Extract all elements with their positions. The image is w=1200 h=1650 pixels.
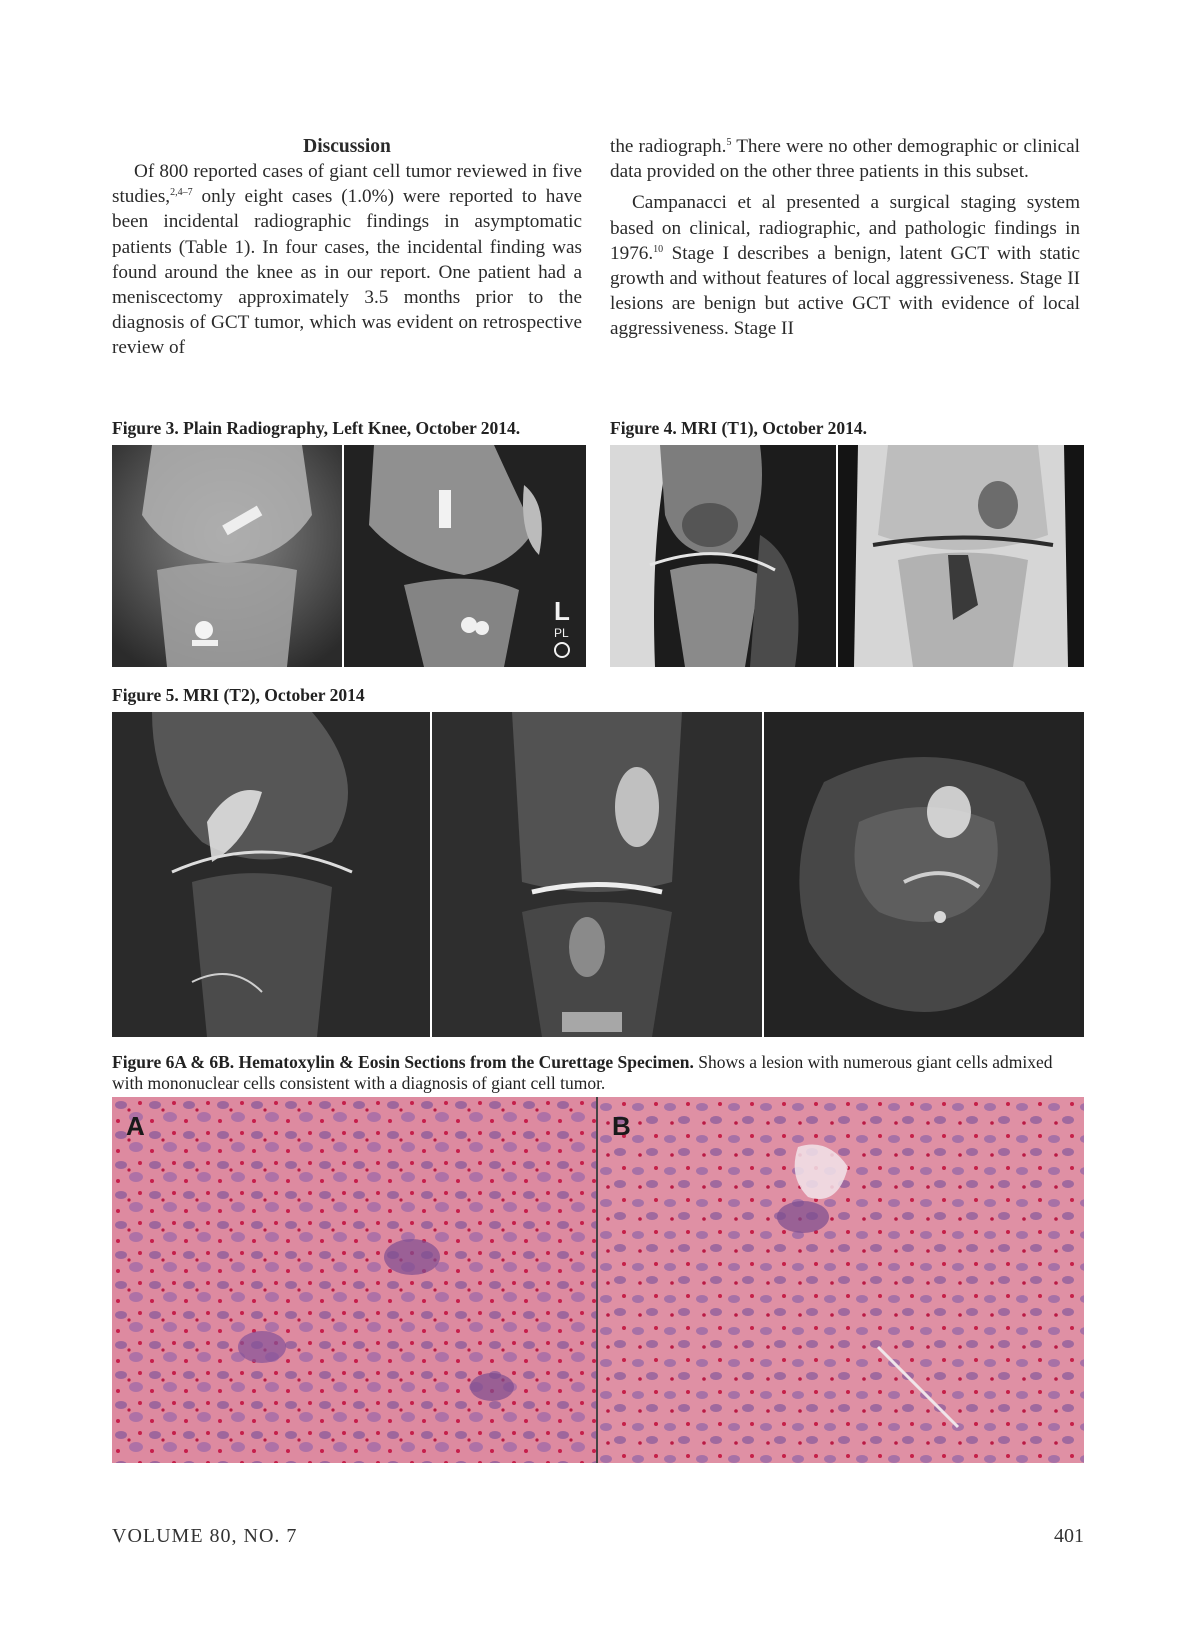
citation-ref: 2,4–7 [170,187,193,199]
mri-t2-axial [764,712,1084,1037]
journal-volume: VOLUME 80, NO. 7 [112,1525,298,1547]
figure-3-caption: Figure 3. Plain Radiography, Left Knee, October 2014. [112,418,521,438]
section-heading-discussion: Discussion [303,136,391,157]
histology-panel-b [598,1097,1084,1463]
side-marker-sub: PL [554,626,569,640]
mri-t1-sagittal [610,445,836,667]
mri-t2-sagittal [112,712,430,1037]
text-run: Stage I describes a benign, latent GCT with static growth and without features of local aggressiveness. Stage II lesions are benign but active GCT with evidence of local aggressiveness. Stage II [610,242,1080,340]
text-run: only eight cases (1.0%) were reported to have been incidental radiographic findings in asymptomatic patients (Table 1). In four cases, the incidental finding was found around the knee as in our report. One patient had a meniscectomy approximately 3.5 months prior to the diagnosis of GCT tumor, which was evident on retrospective review of [112,186,582,359]
mri-t1-coronal [838,445,1084,667]
figure-4-caption: Figure 4. MRI (T1), October 2014. [610,418,867,438]
mri-t2-coronal [432,712,762,1037]
panel-label-b: B [612,1111,631,1141]
page-number: 401 [1054,1525,1084,1547]
discussion-paragraph-3 [610,190,1080,341]
text-run: There were no other demographic or clinical data provided on the other three patients in this subset. [610,136,1080,183]
xray-lateral-view [344,445,586,667]
caption-description: Shows a lesion with numerous giant cells admixed with mononuclear cells consistent with a diagnosis of giant cell tumor. [112,1052,1053,1093]
right-text-column [610,134,1080,342]
citation-ref: 5 [726,137,732,148]
text-run: the radiograph. [610,136,727,157]
panel-label-a: A [126,1111,145,1141]
discussion-paragraph-2 [610,134,1080,184]
left-text-column [112,134,582,361]
citation-ref: 10 [653,243,664,255]
side-marker-letter: L [554,596,570,626]
discussion-paragraph-1 [112,159,582,361]
text-run: Campanacci et al presented a surgical staging system based on clinical, radiographic, and pathologic findings in 1976. [610,192,1080,264]
xray-ap-view [112,445,342,667]
caption-title: Figure 6A & 6B. Hematoxylin & Eosin Sections from the Curettage Specimen. [112,1052,694,1072]
figure-6-caption [112,1052,1084,1094]
figure-5-caption: Figure 5. MRI (T2), October 2014 [112,685,365,705]
histology-panel-a [112,1097,596,1463]
text-run: Of 800 reported cases of giant cell tumor reviewed in five studies, [112,161,582,208]
